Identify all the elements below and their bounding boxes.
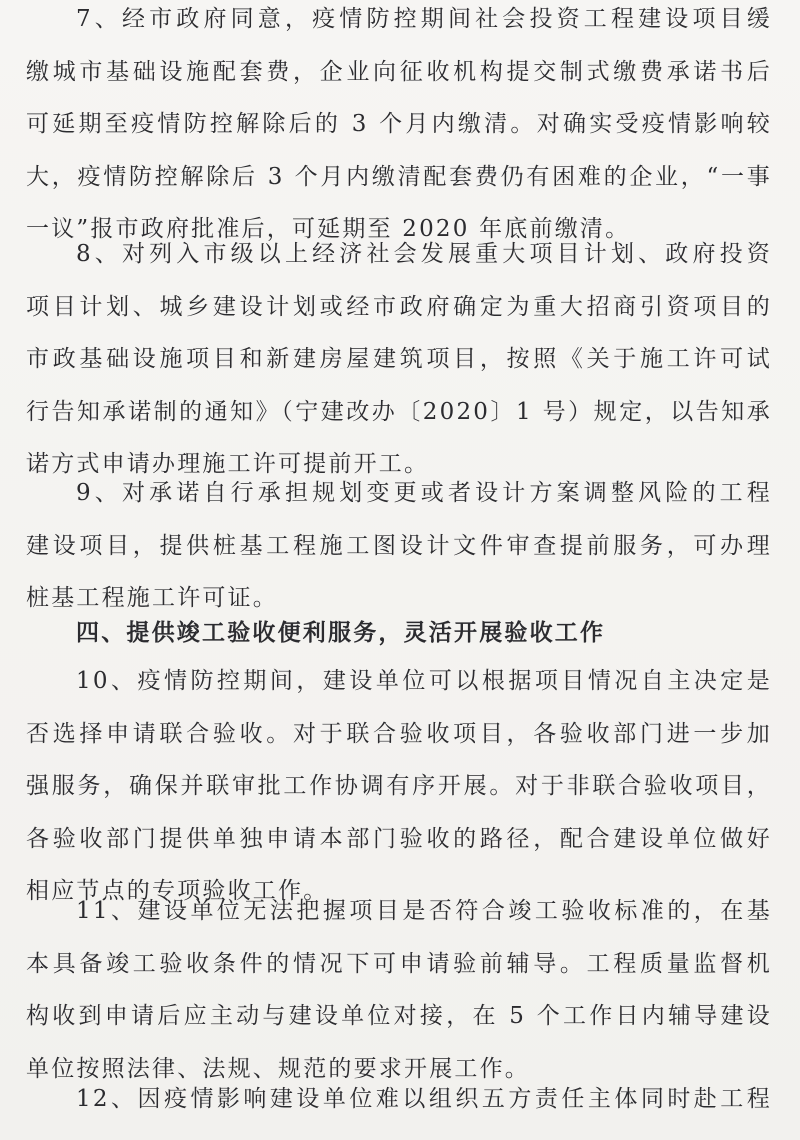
paragraph-line: 建设项目，提供桩基工程施工图设计文件审查提前服务，可办理	[26, 532, 772, 559]
paragraph-line: 行告知承诺制的通知》（宁建改办〔2020〕1 号）规定，以告知承	[26, 398, 772, 425]
paragraph-item-7	[26, 0, 772, 256]
paragraph-line: 各验收部门提供单独申请本部门验收的路径，配合建设单位做好	[26, 825, 772, 852]
paragraph-item-10	[26, 655, 772, 918]
paragraph-line: 强服务，确保并联审批工作协调有序开展。对于非联合验收项目，	[26, 773, 772, 799]
paragraph-line: 11、建设单位无法把握项目是否符合竣工验收标准的，在基	[76, 898, 772, 924]
paragraph-line: 市政基础设施项目和新建房屋建筑项目，按照《关于施工许可试	[26, 346, 772, 372]
paragraph-line: 大，疫情防控解除后 3 个月内缴清配套费仍有困难的企业，“一事	[26, 163, 772, 190]
paragraph-line: 8、对列入市级以上经济社会发展重大项目计划、政府投资	[76, 241, 772, 267]
paragraph-line: 一议”报市政府批准后，可延期至 2020 年底前缴清。	[26, 216, 631, 242]
paragraph-line: 单位按照法律、法规、规范的要求开展工作。	[26, 1055, 530, 1082]
paragraph-item-9	[26, 467, 772, 625]
paragraph-line: 相应节点的专项验收工作。	[26, 878, 329, 904]
paragraph-line: 构收到申请后应主动与建设单位对接，在 5 个工作日内辅导建设	[26, 1003, 772, 1029]
paragraph-item-12	[26, 1073, 772, 1126]
paragraph-line: 缴城市基础设施配套费，企业向征收机构提交制式缴费承诺书后	[26, 58, 772, 85]
paragraph-line: 诺方式申请办理施工许可提前开工。	[26, 451, 430, 477]
section-heading	[26, 607, 772, 660]
paragraph-line: 10、疫情防控期间，建设单位可以根据项目情况自主决定是	[76, 668, 772, 694]
paragraph-line: 桩基工程施工许可证。	[26, 585, 278, 611]
paragraph-line: 本具备竣工验收条件的情况下可申请验前辅导。工程质量监督机	[26, 950, 772, 977]
section-heading-text: 四、提供竣工验收便利服务，灵活开展验收工作	[76, 619, 606, 646]
paragraph-line: 9、对承诺自行承担规划变更或者设计方案调整风险的工程	[76, 480, 772, 506]
paragraph-line: 否选择申请联合验收。对于联合验收项目，各验收部门进一步加	[26, 720, 772, 747]
paragraph-line: 项目计划、城乡建设计划或经市政府确定为重大招商引资项目的	[26, 293, 772, 320]
paragraph-line: 可延期至疫情防控解除后的 3 个月内缴清。对确实受疫情影响较	[26, 111, 772, 137]
paragraph-line: 12、因疫情影响建设单位难以组织五方责任主体同时赴工程	[76, 1086, 772, 1112]
paragraph-line: 7、经市政府同意，疫情防控期间社会投资工程建设项目缓	[76, 6, 772, 32]
paragraph-item-8	[26, 228, 772, 491]
paragraph-item-11	[26, 885, 772, 1095]
